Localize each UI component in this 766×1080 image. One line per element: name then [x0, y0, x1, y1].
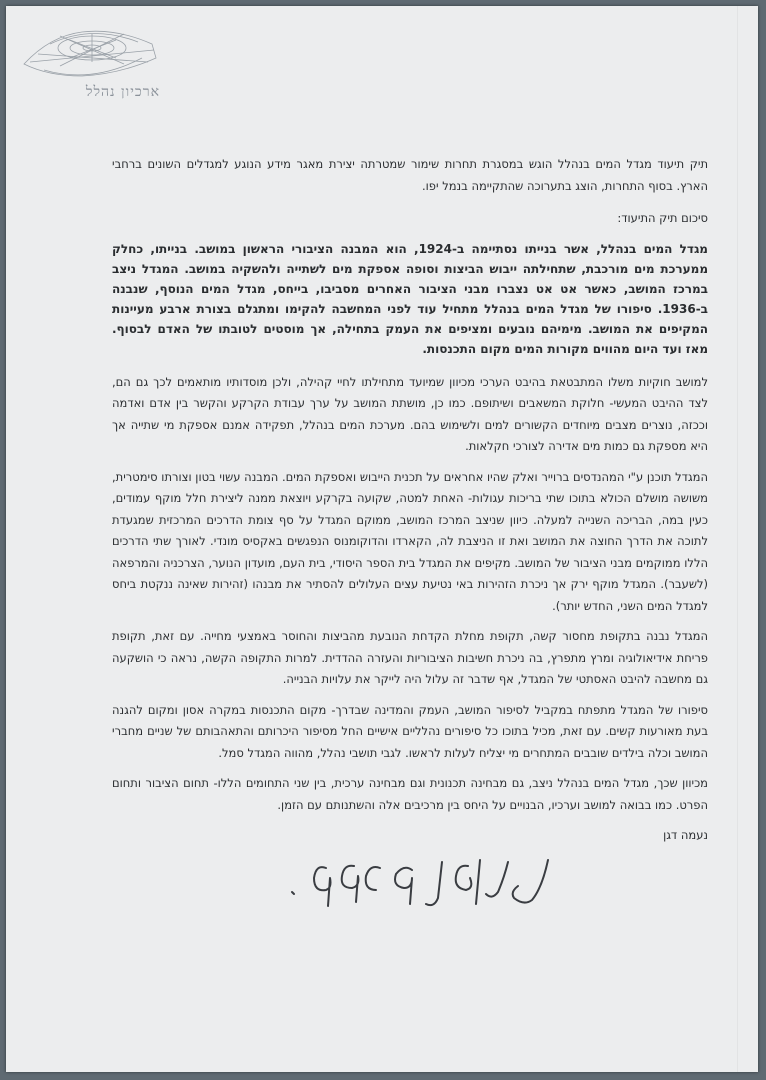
body-paragraph: מכיוון שכך, מגדל המים בנהלל ניצב, גם מבחינה תכנונית וגם מבחינה ערכית, בין שני התחומים הללו- תחום הציבור ותחום הפרט. כמו בבואה למושב וערכיו, הבנויים על היחס בין מרכיבים אלה והשתנותם עם הזמן.	[112, 776, 708, 812]
handwritten-signature	[262, 848, 562, 918]
intro-paragraph: תיק תיעוד מגדל המים בנהלל הוגש במסגרת תחרות שימור שמטרתה יצירת מאגר מידע הנוגע למגדלים השונים ברחבי הארץ. בסוף התחרות, הוצג בתערוכה שהתקיימה בנמל יפו.	[112, 157, 708, 193]
document-body	[112, 154, 708, 856]
author-name: נעמה דגן	[663, 828, 708, 842]
archive-emblem-icon	[20, 14, 160, 80]
body-paragraph: המגדל תוכנן ע"י המהנדסים ברוייר ואלק שהיו אחראים על תכנית הייבוש ואספקת המים. המבנה עשוי בטון וצורתו סימטרית, משושה מושלם הכולא בתוכו שתי בריכות עגולות- האחת למטה, שקועה בקרקע ויוצאת ממנה ליצירת חלל מוקף עמודים, כעין במה, הבריכה השנייה למעלה. כיוון שניצב המרכז המושב, ממוקם המגדל על סף צומת הדרכים המרכזית שמגעדת לתוכה את הדרך החוצה את המושב ואת זו הניצבת לה, הקארדו והדוקומנוס הנפגשים באקסיס מונדי. לאורך שתי הדרכים הללו ממוקמים מבני הציבור של המושב. מקיפים את המגדל בית הספר היסודי, בית העם, מועדון הנוער, הצרכניה והמרפאה (לשעבר). המגדל מוקף ירק אך ניכרת הזהירות באי נטיעת עצים העלולים להסתיר את מבנהו (זהירות שאינה ננקטת ביחס למגדל המים השני, החדש יותר).	[112, 469, 708, 613]
body-paragraph: סיפורו של המגדל מתפתח במקביל לסיפור המושב, העמק והמדינה שבדרך- מקום התכנסות במקרה אסון ומקום להגנה בעת מאורעות קשים. עם זאת, מכיל בתוכו כל סיפורים נהלליים אישיים החל מסיפור היכרותם והתאהבותם של שניים מחברי המושב וכלה בילדים שובבים המתחרים מי יצליח לעלות לראשו. לגבי תושבי נהלל, מהווה המגדל סמל.	[112, 702, 708, 760]
summary-paragraph: מגדל המים בנהלל, אשר בנייתו נסתיימה ב-1924, הוא המבנה הציבורי הראשון במושב. בנייתו, כחלק ממערכת מים מורכבת, שתחילתה ייבוש הביצות וסופה אספקת מים לשתייה ולהשקיה במושב. המגדל ניצב במרכז המושב, כאשר אט אט נצברו מבני הציבור האחרים מסביבו, בייחס, מגדל המים הנוסף, שנבנה ב-1936. סיפורו של מגדל המים בנהלל מתחיל עוד לפני המחשבה להקימו ומתגלם בצורת ארבע מעיינות המקיפים את המושב. מימיהם נובעים ומציפים את העמק בתחילה, אך מוסטים לטובתו של האדם לבסוף. מאז ועד היום מהווים מקורות המים מקום התכנסות.	[112, 241, 708, 356]
archive-logo	[20, 14, 160, 106]
summary-heading: סיכום תיק התיעוד:	[617, 211, 708, 225]
archive-name: ארכיון נהלל	[85, 84, 160, 100]
body-paragraph: המגדל נבנה בתקופת מחסור קשה, תקופת מחלת הקדחת הנובעת מהביצות והחוסר באמצעי מחייה. עם זאת, תקופת פריחת אידיאולוגיה ומרץ מתפרץ, בה ניכרת חשיבות הציבוריות והעזרה ההדדית. למרות התקופה הקשה, נראה כי הושקעה גם מחשבה להיבט האסתטי של המגדל, אף שדבר זה עלול היה לייקר את עלויות הבנייה.	[112, 629, 708, 686]
document-page	[6, 6, 758, 1072]
body-paragraph: למושב חוקיות משלו המתבטאת בהיבט הערכי מכיוון שמיועד מתחילתו לחיי קהילה, ולכן מוסדותיו מותאמים לכך גם הם, לצד ההיבט המעשי- חלוקת המשאבים ושיתופם. כמו כן, מושתת המושב על ערך עבודת הקרקע והקשר בין אדם ואדמה וככזה, נוצרים מצבים מיוחדים הקשורים למים ולשימוש בהם. מערכת המים בנהלל, תפקידה אמנם אספקת מי שתייה אך היא מספקת גם כמות מים אדירה לצורכי חקלאות.	[112, 374, 708, 453]
paper-fold-line	[737, 6, 738, 1072]
